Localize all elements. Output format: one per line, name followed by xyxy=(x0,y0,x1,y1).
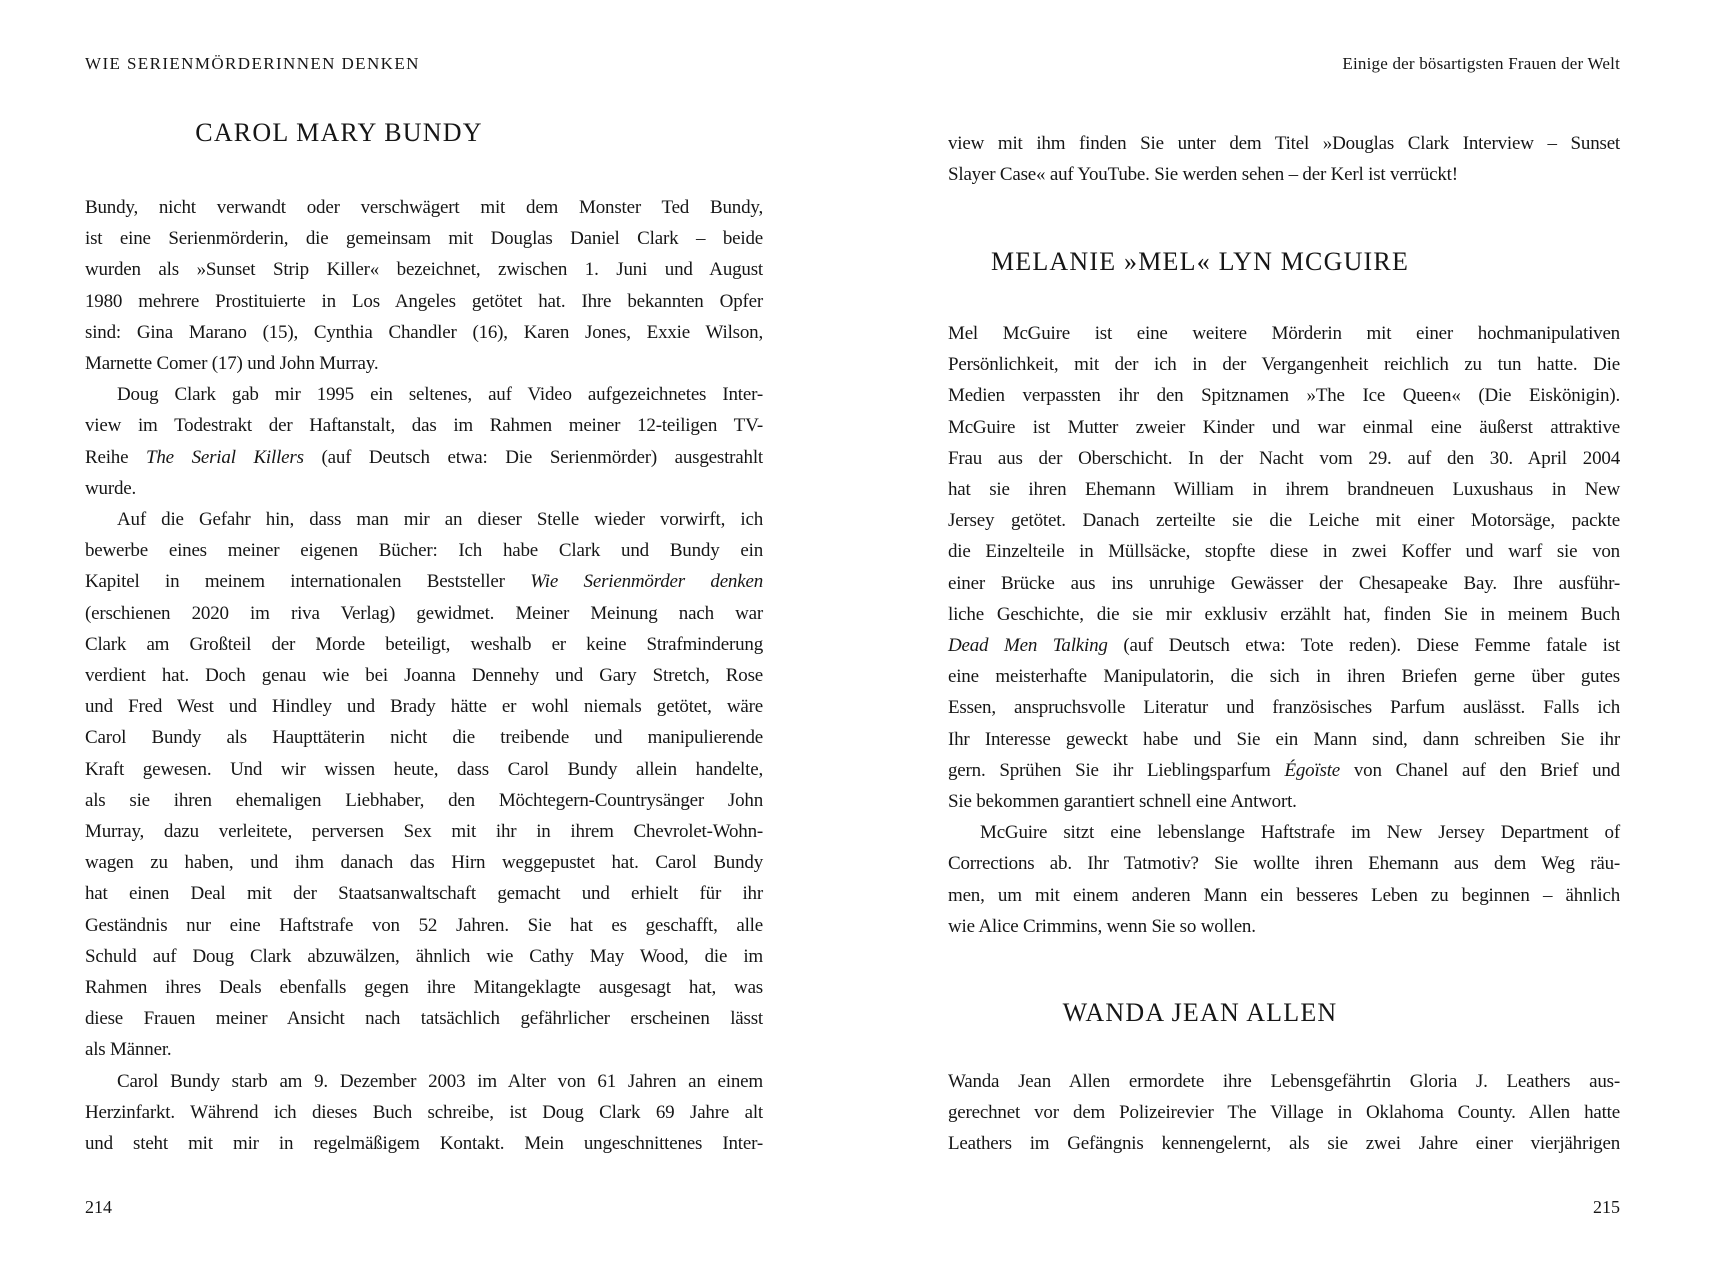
body-line: Sie bekommen garantiert schnell eine Antwort. xyxy=(948,791,1297,813)
body-line: view im Todestrakt der Haftanstalt, das im Rahmen meiner 12-teiligen TV- xyxy=(85,415,763,437)
body-line: gerechnet vor dem Polizeirevier The Village in Oklahoma County. Allen hatte xyxy=(948,1102,1620,1124)
body-line: Schuld auf Doug Clark abzuwälzen, ähnlich wie Cathy May Wood, die im xyxy=(85,945,763,967)
body-line: hat sie ihren Ehemann William in ihrem brandneuen Luxushaus in New xyxy=(948,479,1620,501)
body-line: Frau aus der Oberschicht. In der Nacht vom 29. auf den 30. April 2004 xyxy=(948,447,1620,469)
body-text-left xyxy=(85,192,763,1159)
body-text-right-mcguire xyxy=(948,318,1620,942)
body-line: einer Brücke aus ins unruhige Gewässer der Chesapeake Bay. Ihre ausführ- xyxy=(948,572,1620,594)
running-head-left: WIE SERIENMÖRDERINNEN DENKEN xyxy=(85,54,420,73)
text-segment: (auf Deutsch etwa: Tote reden). Diese Femme fatale ist xyxy=(1107,635,1620,657)
body-line: Geständnis nur eine Haftstrafe von 52 Jahren. Sie hat es geschafft, alle xyxy=(85,914,763,936)
body-line: als sie ihren ehemaligen Liebhaber, den Möchtegern-Countrysänger John xyxy=(85,789,763,811)
body-line: Essen, anspruchsvolle Literatur und französisches Parfum auslässt. Falls ich xyxy=(948,697,1620,719)
body-line: hat einen Deal mit der Staatsanwaltschaft gemacht und erhielt für ihr xyxy=(85,883,763,905)
body-line: Medien verpassten ihr den Spitznamen »The Ice Queen« (Die Eiskönigin). xyxy=(948,385,1620,407)
body-line: liche Geschichte, die sie mir exklusiv erzählt hat, finden Sie in meinem Buch xyxy=(948,603,1620,625)
body-line: Rahmen ihres Deals ebenfalls gegen ihre Mitangeklagte ausgesagt hat, was xyxy=(85,977,763,999)
body-line: Bundy, nicht verwandt oder verschwägert mit dem Monster Ted Bundy, xyxy=(85,197,763,218)
body-line: Jersey getötet. Danach zerteilte sie die Leiche mit einer Motorsäge, packte xyxy=(948,510,1620,532)
italic-book-title: Wie Serienmörder denken xyxy=(530,571,763,593)
body-line: Clark am Großteil der Morde beteiligt, weshalb er keine Strafminderung xyxy=(85,633,763,655)
body-line: Kraft gewesen. Und wir wissen heute, dass Carol Bundy allein handelte, xyxy=(85,758,763,780)
page-number-left: 214 xyxy=(85,1197,112,1217)
body-line: (erschienen 2020 im riva Verlag) gewidmet. Meiner Meinung nach war xyxy=(85,602,763,624)
body-line: und Fred West und Hindley und Brady hätte er wohl niemals getötet, wäre xyxy=(85,696,763,718)
body-line: und steht mit mir in regelmäßigem Kontakt. Mein ungeschnittenes Inter- xyxy=(85,1133,763,1155)
body-line: Corrections ab. Ihr Tatmotiv? Sie wollte ihren Ehemann aus dem Weg räu- xyxy=(948,853,1620,875)
body-line: Doug Clark gab mir 1995 ein seltenes, auf Video aufgezeichnetes Inter- xyxy=(117,384,763,406)
chapter-title-carol-mary-bundy: CAROL MARY BUNDY xyxy=(195,118,483,147)
chapter-title-melanie-mcguire: MELANIE »MEL« LYN MCGUIRE xyxy=(990,247,1410,276)
running-head-right: Einige der bösartigsten Frauen der Welt xyxy=(1342,54,1620,73)
body-line: McGuire ist Mutter zweier Kinder und war einmal eine äußerst attraktive xyxy=(948,416,1620,438)
body-line: als Männer. xyxy=(85,1039,172,1061)
body-line: Carol Bundy als Haupttäterin nicht die treibende und manipulierende xyxy=(85,727,763,749)
body-line xyxy=(948,630,1620,661)
body-line xyxy=(85,566,763,597)
body-line: Herzinfarkt. Während ich dieses Buch schreibe, ist Doug Clark 69 Jahre alt xyxy=(85,1101,763,1123)
body-line: Murray, dazu verleitete, perversen Sex mit ihr in ihrem Chevrolet-Wohn- xyxy=(85,821,763,843)
body-line: die Einzelteile in Müllsäcke, stopfte diese in zwei Koffer und warf sie von xyxy=(948,541,1620,563)
body-line: wurden als »Sunset Strip Killer« bezeichnet, zwischen 1. Juni und August xyxy=(85,259,763,281)
body-text-right-continuation xyxy=(948,128,1620,190)
body-line: diese Frauen meiner Ansicht nach tatsächlich gefährlicher erscheinen lässt xyxy=(85,1008,763,1030)
body-line: Wanda Jean Allen ermordete ihre Lebensgefährtin Gloria J. Leathers aus- xyxy=(948,1071,1620,1092)
body-line: bewerbe eines meiner eigenen Bücher: Ich habe Clark und Bundy ein xyxy=(85,540,763,562)
body-line: Persönlichkeit, mit der ich in der Vergangenheit reichlich zu tun hatte. Die xyxy=(948,354,1620,376)
body-line: 1980 mehrere Prostituierte in Los Angeles getötet hat. Ihre bekannten Opfer xyxy=(85,290,763,312)
body-text-right-allen xyxy=(948,1066,1620,1160)
body-line: sind: Gina Marano (15), Cynthia Chandler (16), Karen Jones, Exxie Wilson, xyxy=(85,321,763,343)
body-line: Marnette Comer (17) und John Murray. xyxy=(85,353,379,375)
page-number-right: 215 xyxy=(1593,1197,1620,1217)
body-line: Mel McGuire ist eine weitere Mörderin mit einer hochmanipulativen xyxy=(948,323,1620,344)
body-line: men, um mit einem anderen Mann ein besseres Leben zu beginnen – ähnlich xyxy=(948,884,1620,906)
body-line: eine meisterhafte Manipulatorin, die sich in ihren Briefen gerne über gutes xyxy=(948,666,1620,688)
body-line: verdient hat. Doch genau wie bei Joanna Dennehy und Gary Stretch, Rose xyxy=(85,665,763,687)
chapter-title-wanda-jean-allen: WANDA JEAN ALLEN xyxy=(1062,998,1338,1027)
text-segment: von Chanel auf den Brief und xyxy=(1340,759,1620,781)
body-line xyxy=(948,755,1620,786)
body-line: wagen zu haben, und ihm danach das Hirn weggepustet hat. Carol Bundy xyxy=(85,852,763,874)
body-line: wurde. xyxy=(85,477,137,499)
italic-book-title: Dead Men Talking xyxy=(948,635,1108,657)
body-line: view mit ihm finden Sie unter dem Titel »Douglas Clark Interview – Sunset xyxy=(948,133,1620,154)
body-line: Ihr Interesse geweckt habe und Sie ein Mann sind, dann schreiben Sie ihr xyxy=(948,728,1620,750)
body-line: Leathers im Gefängnis kennengelernt, als sie zwei Jahre einer vierjährigen xyxy=(948,1133,1620,1155)
body-line: ist eine Serienmörderin, die gemeinsam mit Douglas Daniel Clark – beide xyxy=(85,228,763,250)
body-line: Auf die Gefahr hin, dass man mir an dieser Stelle wieder vorwirft, ich xyxy=(117,509,763,531)
body-line: Carol Bundy starb am 9. Dezember 2003 im Alter von 61 Jahren an einem xyxy=(117,1070,763,1092)
italic-book-title: Égoïste xyxy=(1284,759,1341,781)
body-line: wie Alice Crimmins, wenn Sie so wollen. xyxy=(948,915,1256,937)
text-segment: gern. Sprühen Sie ihr Lieblingsparfum xyxy=(948,759,1285,781)
body-line: Slayer Case« auf YouTube. Sie werden sehen – der Kerl ist verrückt! xyxy=(948,164,1458,186)
body-line: McGuire sitzt eine lebenslange Haftstrafe im New Jersey Department of xyxy=(980,822,1620,844)
body-line xyxy=(85,442,763,473)
text-segment: Kapitel in meinem internationalen Beststeller xyxy=(85,571,531,593)
italic-book-title: The Serial Killers xyxy=(146,446,304,468)
text-segment: (auf Deutsch etwa: Die Serienmörder) ausgestrahlt xyxy=(303,446,763,468)
text-segment: Reihe xyxy=(85,446,146,468)
